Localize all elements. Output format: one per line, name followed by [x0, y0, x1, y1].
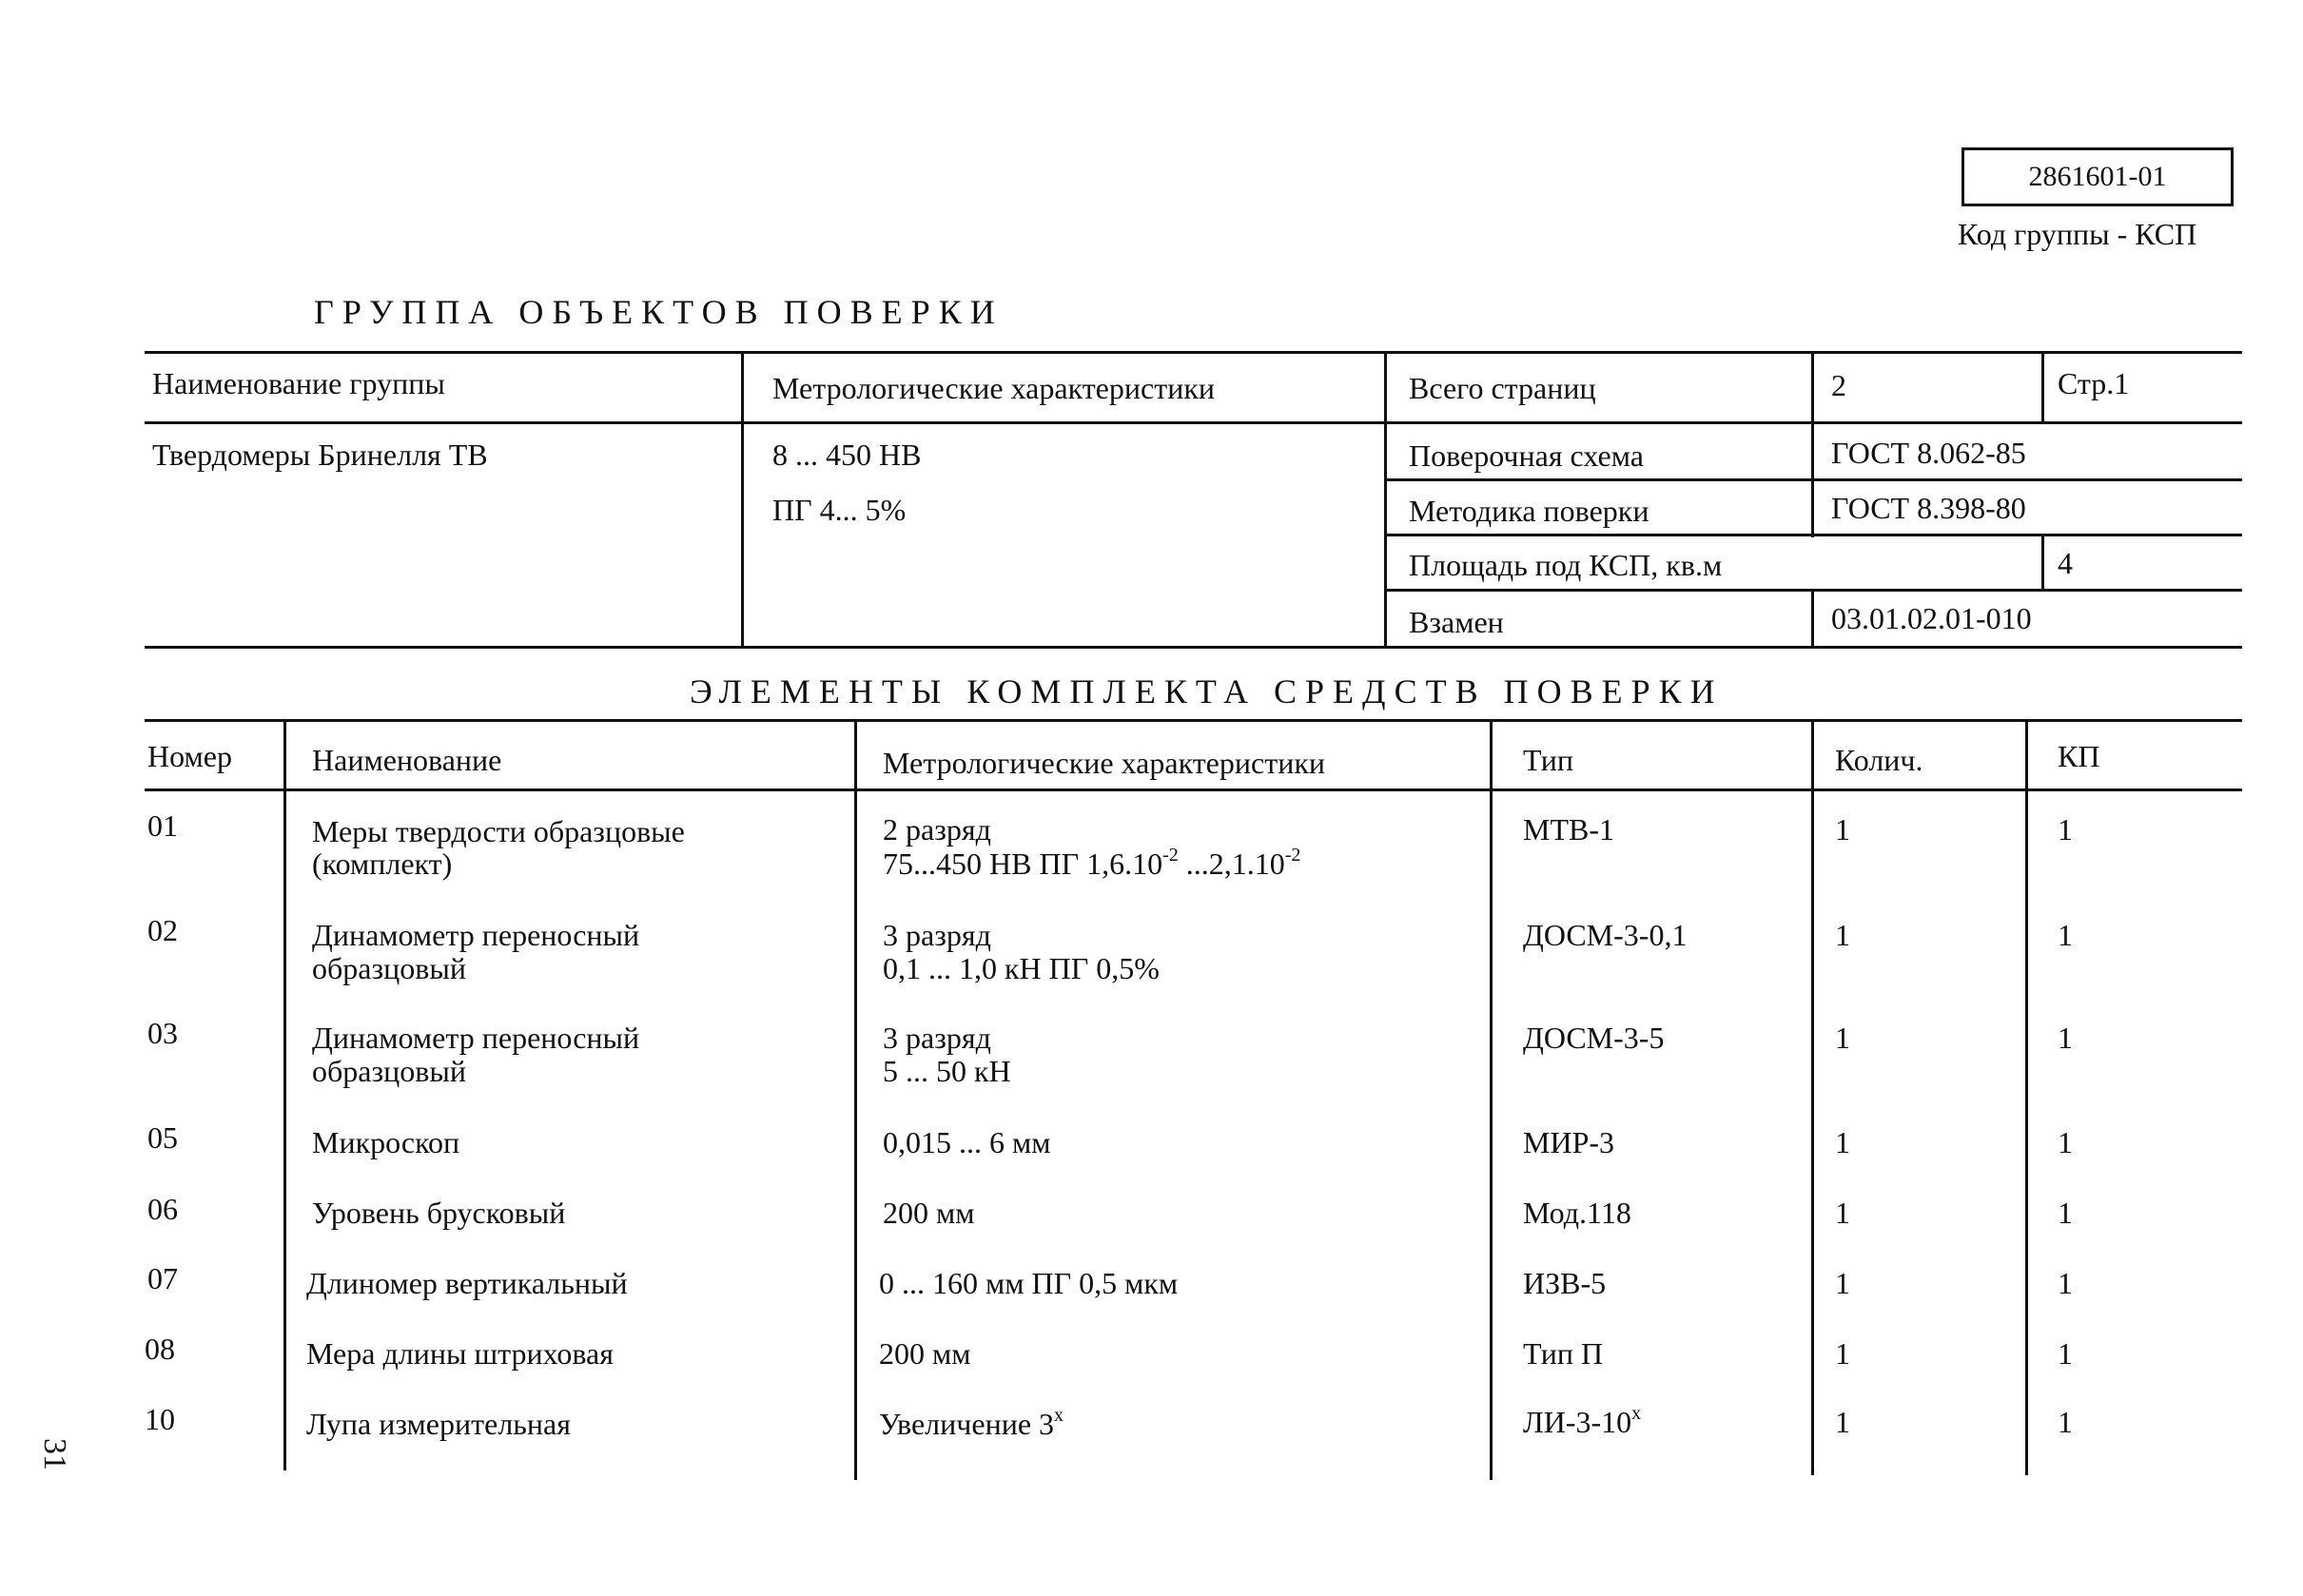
row-metrology-line2: 75...450 НВ ПГ $1,6.10^{-2}$ $...2,1.10^{-2}$	[883, 845, 1301, 881]
row-name-line2: образцовый	[312, 951, 466, 985]
row-name-line2: образцовый	[312, 1054, 466, 1088]
col-header-group-name: Наименование группы	[152, 366, 445, 400]
row-kp: 1	[2058, 1196, 2073, 1230]
row-number: 07	[147, 1261, 178, 1295]
row-kp: 1	[2058, 812, 2073, 847]
row-metrology: 3 разряд	[883, 918, 991, 952]
table1-col-divider	[2041, 534, 2044, 592]
row-name-line2: (комплект)	[312, 847, 453, 881]
document-code-box: 2861601-01	[1961, 147, 2234, 206]
verification-scheme-value: ГОСТ 8.062-85	[1831, 436, 2026, 470]
row-name: Длиномер вертикальный	[306, 1266, 628, 1300]
table1-col-divider	[1811, 589, 1814, 649]
row-kp: 1	[2058, 1021, 2073, 1055]
row-name: Мера длины штриховая	[306, 1336, 614, 1371]
row-kp: 1	[2058, 1405, 2073, 1439]
row-metrology: 200 мм	[879, 1336, 971, 1371]
table2-col-divider	[854, 719, 857, 1480]
row-name: Меры твердости образцовые	[312, 814, 685, 848]
verification-scheme-label: Поверочная схема	[1409, 438, 1644, 473]
col-header-name: Наименование	[312, 743, 502, 777]
row-type: ДОСМ-3-0,1	[1523, 918, 1688, 952]
row-number: 01	[147, 808, 178, 843]
row-kp: 1	[2058, 1125, 2073, 1159]
group-name: Твердомеры Бринелля ТВ	[152, 438, 488, 472]
row-type: ИЗВ-5	[1523, 1266, 1607, 1300]
page-label: Стр.1	[2058, 366, 2130, 400]
row-type: ДОСМ-3-5	[1523, 1021, 1665, 1055]
row-kp: 1	[2058, 918, 2073, 952]
row-type: Мод.118	[1523, 1196, 1631, 1230]
table2-header-border	[145, 788, 2242, 791]
table1-col-divider	[741, 351, 744, 649]
table1-top-border	[145, 351, 2242, 354]
row-metrology-line2: 5 ... 50 кН	[883, 1054, 1011, 1088]
table1-bottom-border	[145, 646, 2242, 649]
table1-col-divider	[1811, 351, 1814, 537]
section-title-verification-objects: ГРУППА ОБЪЕКТОВ ПОВЕРКИ	[314, 293, 1004, 331]
row-type: Тип П	[1523, 1336, 1604, 1371]
table2-col-divider	[1490, 719, 1493, 1480]
row-quantity: 1	[1835, 1021, 1850, 1055]
replaces-value: 03.01.02.01-010	[1831, 601, 2032, 635]
table2-col-divider	[2025, 719, 2028, 1475]
row-name: Лупа измерительная	[306, 1407, 571, 1441]
row-quantity: 1	[1835, 812, 1850, 847]
row-number: 10	[145, 1402, 175, 1436]
row-metrology: 2 разряд	[883, 812, 991, 847]
col-header-number: Номер	[147, 739, 232, 773]
section-title-kit-elements: ЭЛЕМЕНТЫ КОМПЛЕКТА СРЕДСТВ ПОВЕРКИ	[690, 672, 1724, 710]
row-type: $ЛИ-3-10^х$	[1523, 1403, 1642, 1439]
row-metrology: 200 мм	[883, 1196, 975, 1230]
row-number: 05	[147, 1120, 178, 1155]
row-metrology: Увеличение $3^х$	[879, 1405, 1064, 1441]
replaces-label: Взамен	[1409, 605, 1504, 639]
area-value: 4	[2058, 546, 2073, 580]
row-quantity: 1	[1835, 1405, 1850, 1439]
col-header-type: Тип	[1523, 743, 1573, 777]
table2-top-border	[145, 719, 2242, 722]
area-label: Площадь под КСП, кв.м	[1409, 548, 1723, 582]
row-quantity: 1	[1835, 918, 1850, 952]
group-metrology-line: ПГ 4... 5%	[772, 493, 907, 527]
verification-method-label: Методика поверки	[1409, 494, 1649, 528]
col-header-quantity: Колич.	[1835, 743, 1923, 777]
row-name: Микроскоп	[312, 1125, 460, 1159]
verification-method-value: ГОСТ 8.398-80	[1831, 491, 2026, 525]
row-quantity: 1	[1835, 1336, 1850, 1371]
row-quantity: 1	[1835, 1266, 1850, 1300]
row-name: Динамометр переносный	[312, 918, 640, 952]
col-header-kp: КП	[2058, 739, 2100, 773]
row-name: Динамометр переносный	[312, 1021, 640, 1055]
row-number: 02	[147, 913, 178, 947]
row-number: 03	[147, 1016, 178, 1050]
table1-col-divider	[2041, 351, 2044, 424]
row-name: Уровень брусковый	[312, 1196, 566, 1230]
row-quantity: 1	[1835, 1196, 1850, 1230]
row-type: МИР-3	[1523, 1125, 1615, 1159]
total-pages-label: Всего страниц	[1409, 371, 1596, 405]
row-quantity: 1	[1835, 1125, 1850, 1159]
group-code: Код группы - КСП	[1958, 217, 2197, 251]
row-metrology: 0,015 ... 6 мм	[883, 1125, 1051, 1159]
table2-col-divider	[283, 719, 286, 1470]
row-kp: 1	[2058, 1266, 2073, 1300]
total-pages-value: 2	[1831, 368, 1846, 402]
table1-header-border	[145, 421, 2242, 424]
table2-col-divider	[1811, 719, 1814, 1475]
table1-col-divider	[1384, 351, 1387, 649]
col-header-metrology: Метрологические характеристики	[772, 371, 1215, 405]
row-kp: 1	[2058, 1336, 2073, 1371]
group-metrology-line: 8 ... 450 НВ	[772, 438, 922, 472]
row-type: МТВ-1	[1523, 812, 1614, 847]
row-number: 06	[147, 1192, 178, 1226]
col-header-metrology: Метрологические характеристики	[883, 746, 1325, 780]
page-number: 31	[37, 1438, 72, 1470]
row-metrology: 0 ... 160 мм ПГ 0,5 мкм	[879, 1266, 1179, 1300]
row-metrology-line2: 0,1 ... 1,0 кН ПГ 0,5%	[883, 951, 1160, 985]
row-number: 08	[145, 1332, 175, 1366]
row-metrology: 3 разряд	[883, 1021, 991, 1055]
